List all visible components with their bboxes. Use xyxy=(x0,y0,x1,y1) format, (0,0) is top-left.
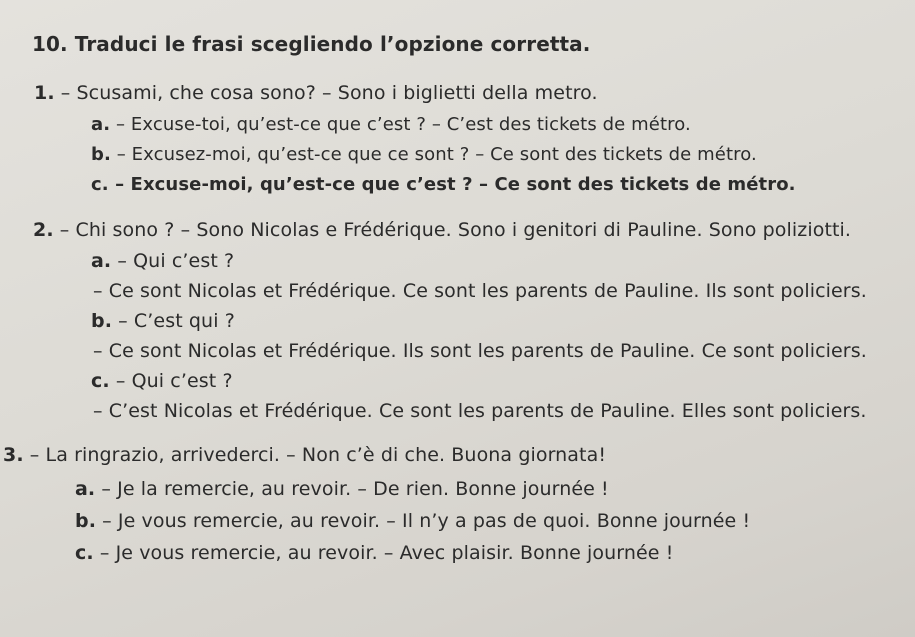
question-number: 2. xyxy=(33,219,54,241)
option-letter: b. xyxy=(91,144,111,165)
option-2a-answer: – Ce sont Nicolas et Frédérique. Ce sont les parents de Pauline. Ils sont policiers. xyxy=(93,280,867,302)
option-2c[interactable] xyxy=(91,370,233,392)
option-1b[interactable] xyxy=(91,144,757,165)
option-text: – Excusez-moi, qu’est-ce que ce sont ? – Ce sont des tickets de métro. xyxy=(116,144,757,165)
option-text: – Qui c’est ? xyxy=(117,250,235,272)
option-letter: c. xyxy=(91,174,109,195)
question-prompt: – Chi sono ? – Sono Nicolas e Frédérique. Sono i genitori di Pauline. Sono poliziotti. xyxy=(59,219,852,241)
option-2c-answer: – C’est Nicolas et Frédérique. Ce sont les parents de Pauline. Elles sont policiers. xyxy=(93,400,867,422)
option-text: – Excuse-moi, qu’est-ce que c’est ? – Ce sont des tickets de métro. xyxy=(115,174,796,195)
option-letter: c. xyxy=(91,370,110,392)
question-prompt: – La ringrazio, arrivederci. – Non c’è di che. Buona giornata! xyxy=(29,444,607,466)
question-number: 1. xyxy=(34,82,55,104)
option-1a[interactable] xyxy=(91,114,691,135)
option-text: – Je vous remercie, au revoir. – Il n’y a pas de quoi. Bonne journée ! xyxy=(102,510,751,532)
option-2a[interactable] xyxy=(91,250,234,272)
option-text: – Je vous remercie, au revoir. – Avec plaisir. Bonne journée ! xyxy=(99,542,674,564)
option-letter: a. xyxy=(91,114,111,135)
option-letter: c. xyxy=(75,542,94,564)
option-letter: b. xyxy=(75,510,97,532)
question-1 xyxy=(34,82,598,104)
option-2b-answer: – Ce sont Nicolas et Frédérique. Ils sont les parents de Pauline. Ce sont policiers. xyxy=(93,340,867,362)
option-3b[interactable] xyxy=(75,510,750,532)
question-number: 3. xyxy=(3,444,24,466)
option-text: – Je la remercie, au revoir. – De rien. Bonne journée ! xyxy=(101,478,609,500)
exercise-title: 10. Traduci le frasi scegliendo l’opzione corretta. xyxy=(32,32,591,56)
option-2b[interactable] xyxy=(91,310,235,332)
question-3 xyxy=(3,444,606,466)
option-letter: a. xyxy=(91,250,112,272)
option-3c[interactable] xyxy=(75,542,673,564)
option-3a[interactable] xyxy=(75,478,609,500)
question-2 xyxy=(33,219,851,241)
option-1c[interactable] xyxy=(91,174,796,195)
option-letter: b. xyxy=(91,310,113,332)
option-letter: a. xyxy=(75,478,96,500)
option-text: – C’est qui ? xyxy=(118,310,235,332)
option-text: – Excuse-toi, qu’est-ce que c’est ? – C’est des tickets de métro. xyxy=(116,114,691,135)
option-text: – Qui c’est ? xyxy=(115,370,233,392)
question-prompt: – Scusami, che cosa sono? – Sono i biglietti della metro. xyxy=(60,82,598,104)
